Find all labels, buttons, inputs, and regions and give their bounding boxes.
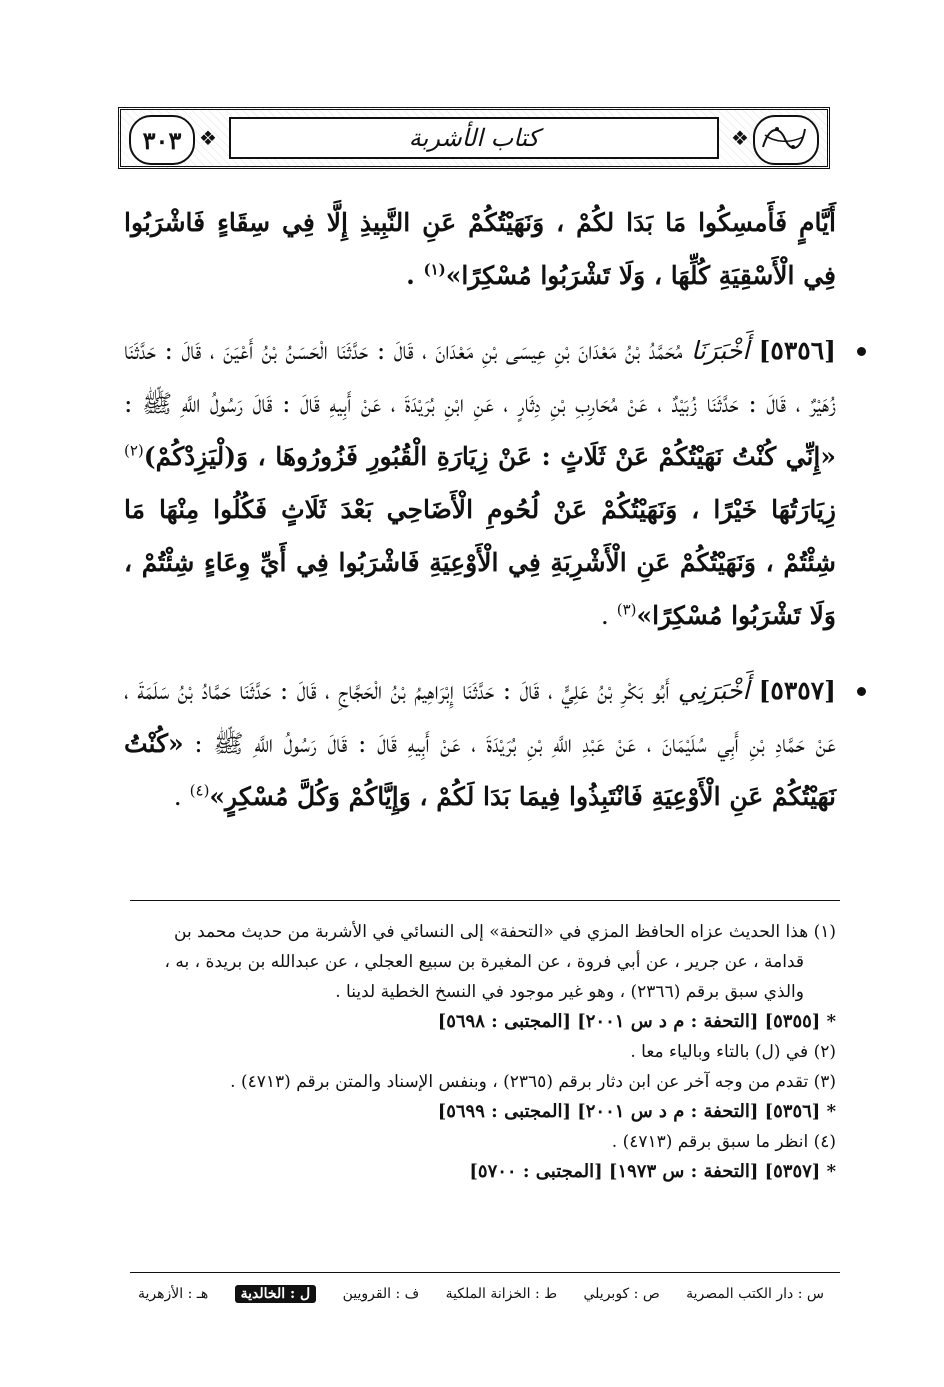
- legend-separator: [130, 1272, 840, 1273]
- main-text: [124, 196, 836, 823]
- paragraph-continuation: [124, 196, 836, 302]
- bullet-icon: [857, 687, 866, 696]
- paragraph-end: .: [406, 261, 424, 290]
- hadith-number: [٥٣٥٧]: [749, 676, 836, 705]
- hadith-text: «كُنْتُ نَهَيْتُكُمْ عَنِ الْأَوْعِيَةِ فَانْتَبِذُوا فِيمَا بَدَا لَكُمْ ، وَإِيَّاكُمْ وَكُلَّ مُسْكِرٍ»: [124, 729, 836, 811]
- isnad-text: مُحَمَّدُ بْنُ مَعْدَانَ بْنِ عِيسَى بْنِ مَعْدَانَ ، قَالَ : حَدَّثَنَا الْحَسَنُ بْنُ أَعْيَنَ ، قَالَ : حَدَّثَنَا زُهَيْرٌ ، قَالَ : حَدَّثَنَا زُبَيْدٌ ، عَنْ مُحَارِبِ بْنِ دِثَارٍ ، عَنِ ابْنِ بُرَيْدَةَ ، عَنْ أَبِيهِ قَالَ : قَالَ رَسُولُ اللَّهِ ﷺ :: [124, 336, 836, 418]
- page-number: ٣٠٣: [142, 125, 182, 155]
- hadith-number: [٥٣٥٦]: [749, 336, 836, 365]
- footnote-2: (٢) في (ل) بالتاء وبالياء معا .: [630, 1042, 836, 1062]
- narration-word: أَخْبَرَنَا: [691, 336, 750, 365]
- takhrij-5357: * [٥٣٥٧] [التحفة : س ١٩٧٣] [المجتبى : ٥٧٠٠]: [469, 1161, 836, 1182]
- footnote-ref: (١): [423, 260, 446, 279]
- page-header: [118, 107, 830, 169]
- legend-ha: هـ : الأزهرية: [138, 1286, 209, 1302]
- footnote-ref: (٣): [616, 600, 637, 619]
- footnote-separator: [130, 900, 840, 901]
- legend-lam: ل : الخالدية: [235, 1285, 317, 1303]
- takhrij-5355: * [٥٣٥٥] [التحفة : م د س ٢٠٠١] [المجتبى : ٥٦٩٨]: [437, 1011, 836, 1032]
- footnote-1-cont: والذي سبق برقم (٢٣٦٦) ، وهو غير موجود في النسخ الخطية لدينا .: [335, 982, 804, 1002]
- legend-ta: ط : الخزانة الملكية: [445, 1286, 558, 1302]
- seal-calligraphy-icon: [755, 117, 813, 159]
- footnote-3: (٣) تقدم من وجه آخر عن ابن دثار برقم (٢٣٦٥) ، وبنفس الإسناد والمتن برقم (٤٧١٣) .: [230, 1072, 836, 1092]
- header-title-frame: [229, 117, 719, 159]
- bullet-icon: [857, 347, 866, 356]
- footnote-4: (٤) انظر ما سبق برقم (٤٧١٣) .: [611, 1132, 836, 1152]
- isnad-text: أَبُو بَكْرِ بْنُ عَلِيٍّ ، قَالَ : حَدَّثَنَا إِبْرَاهِيمُ بْنُ الْحَجَّاجِ ، قَالَ : حَدَّثَنَا حَمَّادُ بْنُ سَلَمَةَ ، عَنْ حَمَّادِ بْنِ أَبِي سُلَيْمَانَ ، عَنْ عَبْدِ اللَّهِ بْنِ بُرَيْدَةَ ، عَنْ أَبِيهِ قَالَ : قَالَ رَسُولُ اللَّهِ ﷺ :: [124, 676, 836, 758]
- manuscript-legend: [138, 1279, 824, 1309]
- paragraph-end: .: [173, 782, 190, 811]
- hadith-5356: [124, 324, 836, 642]
- footnote-ref: (٤): [189, 781, 210, 800]
- legend-fa: ف : القرويين: [342, 1286, 420, 1302]
- footnote-ref: (٢): [124, 441, 144, 460]
- footnote-1-cont: قدامة ، عن جرير ، عن أبي فروة ، عن المغيرة بن سبيع العجلي ، عن عبدالله بن بريدة ، به ،: [164, 952, 804, 972]
- paragraph-end: .: [600, 601, 617, 630]
- legend-sad: ص : كوبريلي: [583, 1286, 660, 1302]
- hadith-5357: [124, 664, 836, 823]
- narration-word: أَخْبَرَنِي: [677, 676, 750, 705]
- hadith-text: «إِنِّي كُنْتُ نَهَيْتُكُمْ عَنْ ثَلَاثٍ : عَنْ زِيَارَةِ الْقُبُورِ فَزُورُوهَا ، وَ(لْيَزِدْكُمْ): [143, 442, 836, 471]
- book-title: كتاب الأشربة: [408, 124, 540, 152]
- page-number-frame: [129, 115, 195, 165]
- takhrij-5356: * [٥٣٥٦] [التحفة : م د س ٢٠٠١] [المجتبى : ٥٦٩٩]: [437, 1101, 836, 1122]
- legend-s: س : دار الكتب المصرية: [686, 1286, 824, 1302]
- ornament-icon: ❖: [199, 126, 217, 150]
- book-seal: [753, 115, 819, 165]
- ornament-icon: ❖: [731, 126, 749, 150]
- hadith-text: زِيَارَتُهَا خَيْرًا ، وَنَهَيْتُكُمْ عَنْ لُحُومِ الْأَضَاحِي بَعْدَ ثَلَاثٍ فَكُلُوا مِنْهَا مَا شِئْتُمْ ، وَنَهَيْتُكُمْ عَنِ الْأَشْرِبَةِ فِي الْأَوْعِيَةِ فَاشْرَبُوا فِي أَيِّ وِعَاءٍ شِئْتُمْ ، وَلَا تَشْرَبُوا مُسْكِرًا»: [124, 495, 836, 630]
- hadith-text: أَيَّامٍ فَأَمسِكُوا مَا بَدَا لكُمْ ، وَنَهَيْتُكُمْ عَنِ النَّبِيذِ إِلَّا فِي سِقَاءٍ فَاشْرَبُوا فِي الْأَسْقِيَةِ كُلِّهَا ، وَلَا تَشْرَبُوا مُسْكِرًا»: [124, 208, 836, 290]
- footnote-1: (١) هذا الحديث عزاه الحافظ المزي في «التحفة» إلى النسائي في الأشربة من حديث محمد بن: [174, 922, 836, 942]
- footnotes: [120, 917, 836, 1187]
